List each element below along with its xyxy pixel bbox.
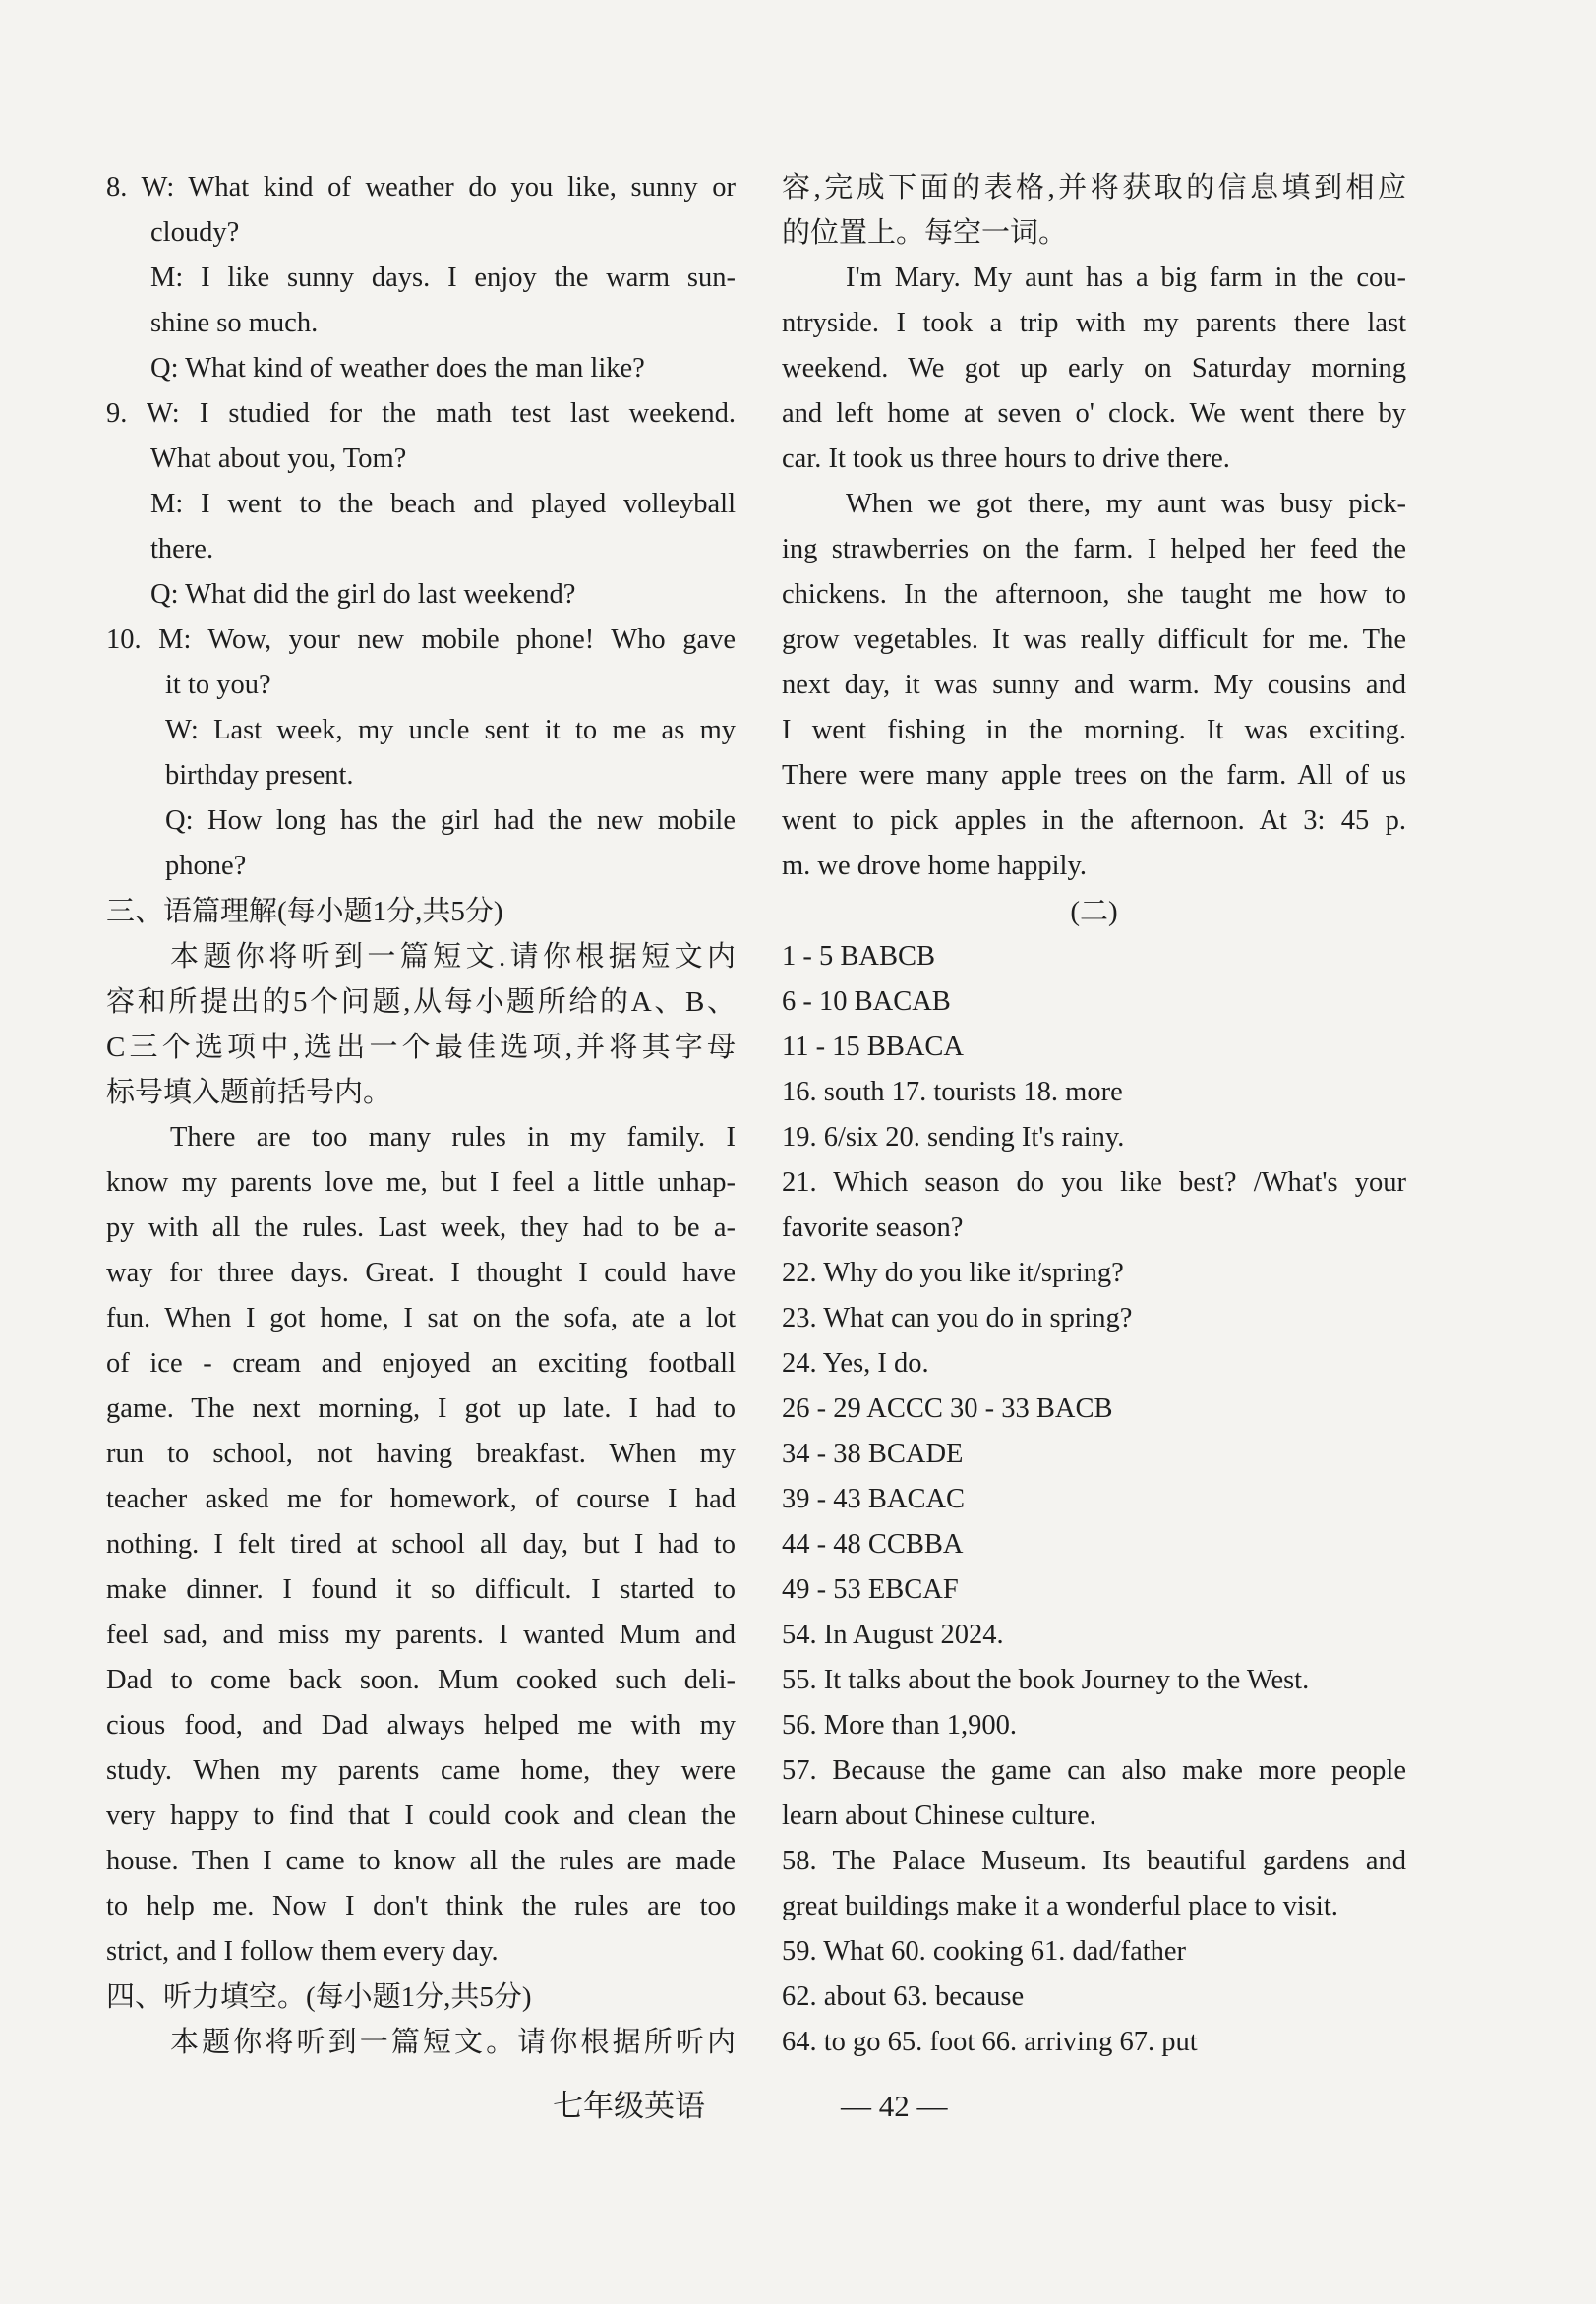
text-line: great buildings make it a wonderful place to visit. bbox=[782, 1891, 1338, 1921]
text-line: There were many apple trees on the farm. All of us bbox=[782, 760, 1406, 791]
text-line: 26 - 29 ACCC 30 - 33 BACB bbox=[782, 1393, 1113, 1424]
text-line: make dinner. I found it so difficult. I started to bbox=[106, 1574, 736, 1605]
text-line: 的位置上。每空一词。 bbox=[782, 217, 1068, 249]
text-line: car. It took us three hours to drive there. bbox=[782, 443, 1230, 474]
text-line: teacher asked me for homework, of course I had bbox=[106, 1484, 736, 1514]
text-line: there. bbox=[150, 534, 214, 564]
text-line: 8. W: What kind of weather do you like, sunny or bbox=[106, 172, 736, 203]
text-line: 19. 6/six 20. sending It's rainy. bbox=[782, 1122, 1125, 1152]
text-line: shine so much. bbox=[150, 308, 319, 338]
text-line: favorite season? bbox=[782, 1212, 964, 1243]
text-line: 16. south 17. tourists 18. more bbox=[782, 1077, 1123, 1107]
text-line: 6 - 10 BACAB bbox=[782, 986, 951, 1017]
text-line: Dad to come back soon. Mum cooked such deli- bbox=[106, 1665, 736, 1695]
text-line: 标号填入题前括号内。 bbox=[106, 1077, 392, 1108]
text-line: 24. Yes, I do. bbox=[782, 1348, 929, 1379]
text-line: C三个选项中,选出一个最佳选项,并将其字母 bbox=[106, 1032, 736, 1063]
text-line: next day, it was sunny and warm. My cousins and bbox=[782, 670, 1406, 700]
text-line: 11 - 15 BBACA bbox=[782, 1032, 964, 1062]
text-line: (二) bbox=[1070, 896, 1118, 927]
text-line: 三、语篇理解(每小题1分,共5分) bbox=[106, 896, 503, 927]
text-line: 容,完成下面的表格,并将获取的信息填到相应 bbox=[782, 172, 1406, 204]
text-line: When we got there, my aunt was busy pick- bbox=[846, 489, 1406, 519]
text-line: birthday present. bbox=[165, 760, 354, 791]
text-line: 23. What can you do in spring? bbox=[782, 1303, 1133, 1333]
text-line: to help me. Now I don't think the rules are too bbox=[106, 1891, 736, 1921]
text-line: 64. to go 65. foot 66. arriving 67. put bbox=[782, 2027, 1198, 2057]
text-line: weekend. We got up early on Saturday morning bbox=[782, 353, 1406, 384]
text-line: phone? bbox=[165, 851, 247, 881]
text-line: of ice - cream and enjoyed an exciting football bbox=[106, 1348, 736, 1379]
text-line: very happy to find that I could cook and clean the bbox=[106, 1801, 736, 1831]
text-line: 59. What 60. cooking 61. dad/father bbox=[782, 1936, 1187, 1967]
text-line: 9. W: I studied for the math test last weekend. bbox=[106, 398, 736, 429]
text-line: 55. It talks about the book Journey to the West. bbox=[782, 1665, 1310, 1695]
left-column bbox=[106, 165, 736, 2065]
text-line: 四、听力填空。(每小题1分,共5分) bbox=[106, 1981, 532, 2013]
text-line: ntryside. I took a trip with my parents there last bbox=[782, 308, 1406, 338]
text-line: m. we drove home happily. bbox=[782, 851, 1087, 881]
text-line: Q: What kind of weather does the man like? bbox=[150, 353, 645, 384]
text-line: chickens. In the afternoon, she taught me how to bbox=[782, 579, 1406, 610]
text-line: cloudy? bbox=[150, 217, 240, 248]
text-line: 10. M: Wow, your new mobile phone! Who gave bbox=[106, 624, 736, 655]
text-line: ing strawberries on the farm. I helped her feed the bbox=[782, 534, 1406, 564]
text-line: py with all the rules. Last week, they had to be a- bbox=[106, 1212, 736, 1243]
text-line: study. When my parents came home, they were bbox=[106, 1755, 736, 1786]
text-line: it to you? bbox=[165, 670, 271, 700]
text-line: I went fishing in the morning. It was exciting. bbox=[782, 715, 1406, 745]
text-line: W: Last week, my uncle sent it to me as my bbox=[165, 715, 736, 745]
text-line: 本题你将听到一篇短文.请你根据短文内 bbox=[170, 941, 736, 973]
text-line: went to pick apples in the afternoon. At 3: 45 p. bbox=[782, 805, 1406, 836]
text-line: feel sad, and miss my parents. I wanted Mum and bbox=[106, 1620, 736, 1650]
text-line: 1 - 5 BABCB bbox=[782, 941, 935, 972]
text-line: fun. When I got home, I sat on the sofa, ate a lot bbox=[106, 1303, 736, 1333]
text-line: What about you, Tom? bbox=[150, 443, 407, 474]
text-line: nothing. I felt tired at school all day, but I had to bbox=[106, 1529, 736, 1560]
text-line: 62. about 63. because bbox=[782, 1981, 1025, 2012]
text-line: 39 - 43 BACAC bbox=[782, 1484, 966, 1514]
text-line: M: I like sunny days. I enjoy the warm sun- bbox=[150, 263, 736, 293]
text-line: strict, and I follow them every day. bbox=[106, 1936, 499, 1967]
text-line: 容和所提出的5个问题,从每小题所给的A、B、 bbox=[106, 986, 736, 1018]
text-line: 57. Because the game can also make more people bbox=[782, 1755, 1406, 1786]
text-line: grow vegetables. It was really difficult for me. The bbox=[782, 624, 1406, 655]
text-line: Q: How long has the girl had the new mobile bbox=[165, 805, 736, 836]
text-line: Q: What did the girl do last weekend? bbox=[150, 579, 576, 610]
text-line: M: I went to the beach and played volleyball bbox=[150, 489, 736, 519]
text-line: 34 - 38 BCADE bbox=[782, 1439, 964, 1469]
text-line: know my parents love me, but I feel a little unhap- bbox=[106, 1167, 736, 1198]
text-line: learn about Chinese culture. bbox=[782, 1801, 1096, 1831]
text-line: game. The next morning, I got up late. I had to bbox=[106, 1393, 736, 1424]
text-line: 本题你将听到一篇短文。请你根据所听内 bbox=[170, 2027, 736, 2058]
right-column bbox=[782, 165, 1406, 2065]
text-line: 54. In August 2024. bbox=[782, 1620, 1004, 1650]
text-line: and left home at seven o' clock. We went there by bbox=[782, 398, 1406, 429]
text-line: 49 - 53 EBCAF bbox=[782, 1574, 959, 1605]
text-line: 58. The Palace Museum. Its beautiful gardens and bbox=[782, 1846, 1406, 1876]
text-line: 21. Which season do you like best? /What's your bbox=[782, 1167, 1406, 1198]
text-line: run to school, not having breakfast. When my bbox=[106, 1439, 736, 1469]
footer-title: 七年级英语 bbox=[553, 2089, 705, 2123]
text-line: 44 - 48 CCBBA bbox=[782, 1529, 964, 1560]
page-number: — 42 — bbox=[841, 2089, 948, 2123]
text-line: house. Then I came to know all the rules are made bbox=[106, 1846, 736, 1876]
text-line: I'm Mary. My aunt has a big farm in the cou- bbox=[846, 263, 1406, 293]
text-line: 56. More than 1,900. bbox=[782, 1710, 1018, 1741]
text-line: way for three days. Great. I thought I could have bbox=[106, 1258, 736, 1288]
text-line: 22. Why do you like it/spring? bbox=[782, 1258, 1124, 1288]
text-line: There are too many rules in my family. I bbox=[170, 1122, 736, 1152]
text-line: cious food, and Dad always helped me with my bbox=[106, 1710, 736, 1741]
